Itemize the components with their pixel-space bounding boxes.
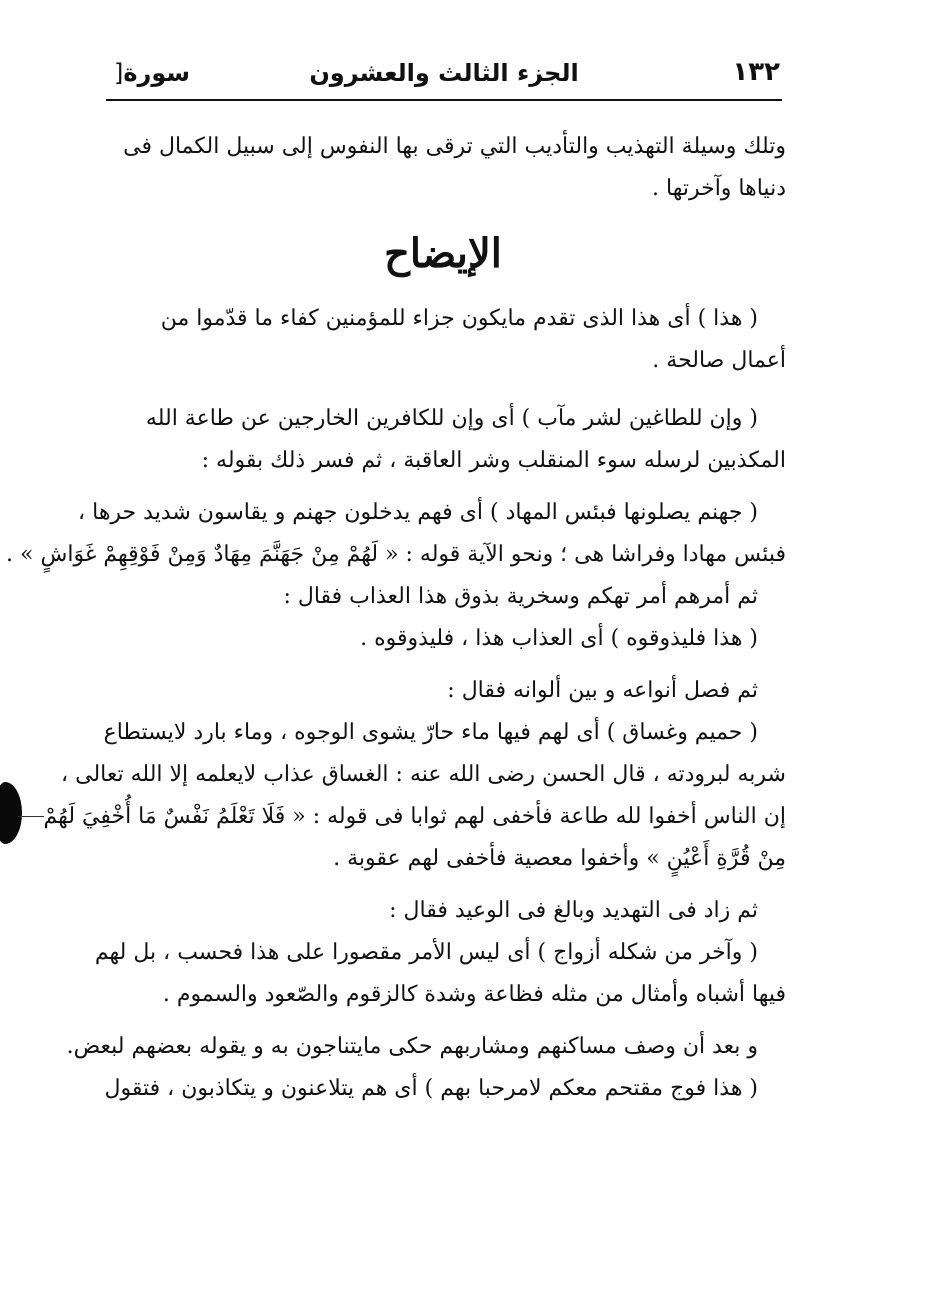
text-line: ( هذا فوج مقتحم معكم لامرحبا بهم ) أى هم يتلاعنون و يتكاذبون ، فتقول — [104, 1076, 758, 1101]
text-line: ( جهنم يصلونها فبئس المهاد ) أى فهم يدخلون جهنم و يقاسون شديد حرها ، — [78, 500, 758, 525]
text-line: أعمال صالحة . — [652, 348, 786, 373]
text-line: ثم زاد فى التهديد وبالغ فى الوعيد فقال : — [389, 898, 758, 923]
text-line: المكذبين لرسله سوء المنقلب وشر العاقبة ، ثم فسر ذلك بقوله : — [201, 448, 786, 473]
ink-blot — [0, 782, 22, 844]
text-line: ( هذا فليذوقوه ) أى العذاب هذا ، فليذوقوه . — [360, 626, 758, 651]
text-line: وتلك وسيلة التهذيب والتأديب التي ترقى بها النفوس إلى سبيل الكمال فى — [123, 134, 786, 159]
part-title: الجزء الثالث والعشرون — [309, 59, 579, 87]
text-line: فيها أشباه وأمثال من مثله فظاعة وشدة كالزقوم والصّعود والسموم . — [162, 982, 786, 1007]
header-rule — [106, 99, 782, 101]
text-line: ( هذا ) أى هذا الذى تقدم مايكون جزاء للمؤمنين كفاء ما قدّموا من — [160, 306, 758, 331]
text-line: ( وإن للطاغين لشر مآب ) أى وإن للكافرين الخارجين عن طاعة الله — [145, 406, 758, 431]
ink-blot-tail — [18, 816, 44, 817]
text-line: و بعد أن وصف مساكنهم ومشاربهم حكى مايتناجون به و يقوله بعضهم لبعض. — [66, 1034, 758, 1059]
text-line: ثم فصل أنواعه و بين ألوانه فقال : — [447, 678, 758, 703]
text-line: شربه لبرودته ، قال الحسن رضى الله عنه : الغساق عذاب لايعلمه إلا الله تعالى ، — [61, 762, 786, 787]
text-line: ( وآخر من شكله أزواج ) أى ليس الأمر مقصورا على هذا فحسب ، بل لهم — [94, 940, 758, 965]
text-line: إن الناس أخفوا لله طاعة فأخفى لهم ثوابا فى قوله : « فَلَا تَعْلَمُ نَفْسٌ مَا أُخْفِيَ لَهُمْ — [43, 804, 786, 829]
text-line: دنياها وآخرتها . — [652, 176, 786, 201]
text-line: ( حميم وغساق ) أى لهم فيها ماء حارّ يشوى الوجوه ، وماء بارد لايستطاع — [103, 720, 758, 745]
surah-bracket: [ — [114, 59, 124, 87]
page-header — [108, 55, 780, 95]
section-heading: الإيضاح — [384, 230, 502, 277]
page-number: ١٣٢ — [732, 57, 780, 87]
surah-label — [108, 59, 190, 87]
text-line: فبئس مهادا وفراشا هى ؛ ونحو الآية قوله : « لَهُمْ مِنْ جَهَنَّمَ مِهَادٌ وَمِنْ فَوْقِهِمْ غَوَاشٍ » . — [6, 542, 786, 567]
surah-label-text: سورة — [123, 59, 191, 87]
text-line: مِنْ قُرَّةِ أَعْيُنٍ » وأخفوا معصية فأخفى لهم عقوبة . — [333, 846, 786, 871]
text-line: ثم أمرهم أمر تهكم وسخرية بذوق هذا العذاب فقال : — [283, 584, 758, 609]
page-body — [6, 126, 786, 1110]
